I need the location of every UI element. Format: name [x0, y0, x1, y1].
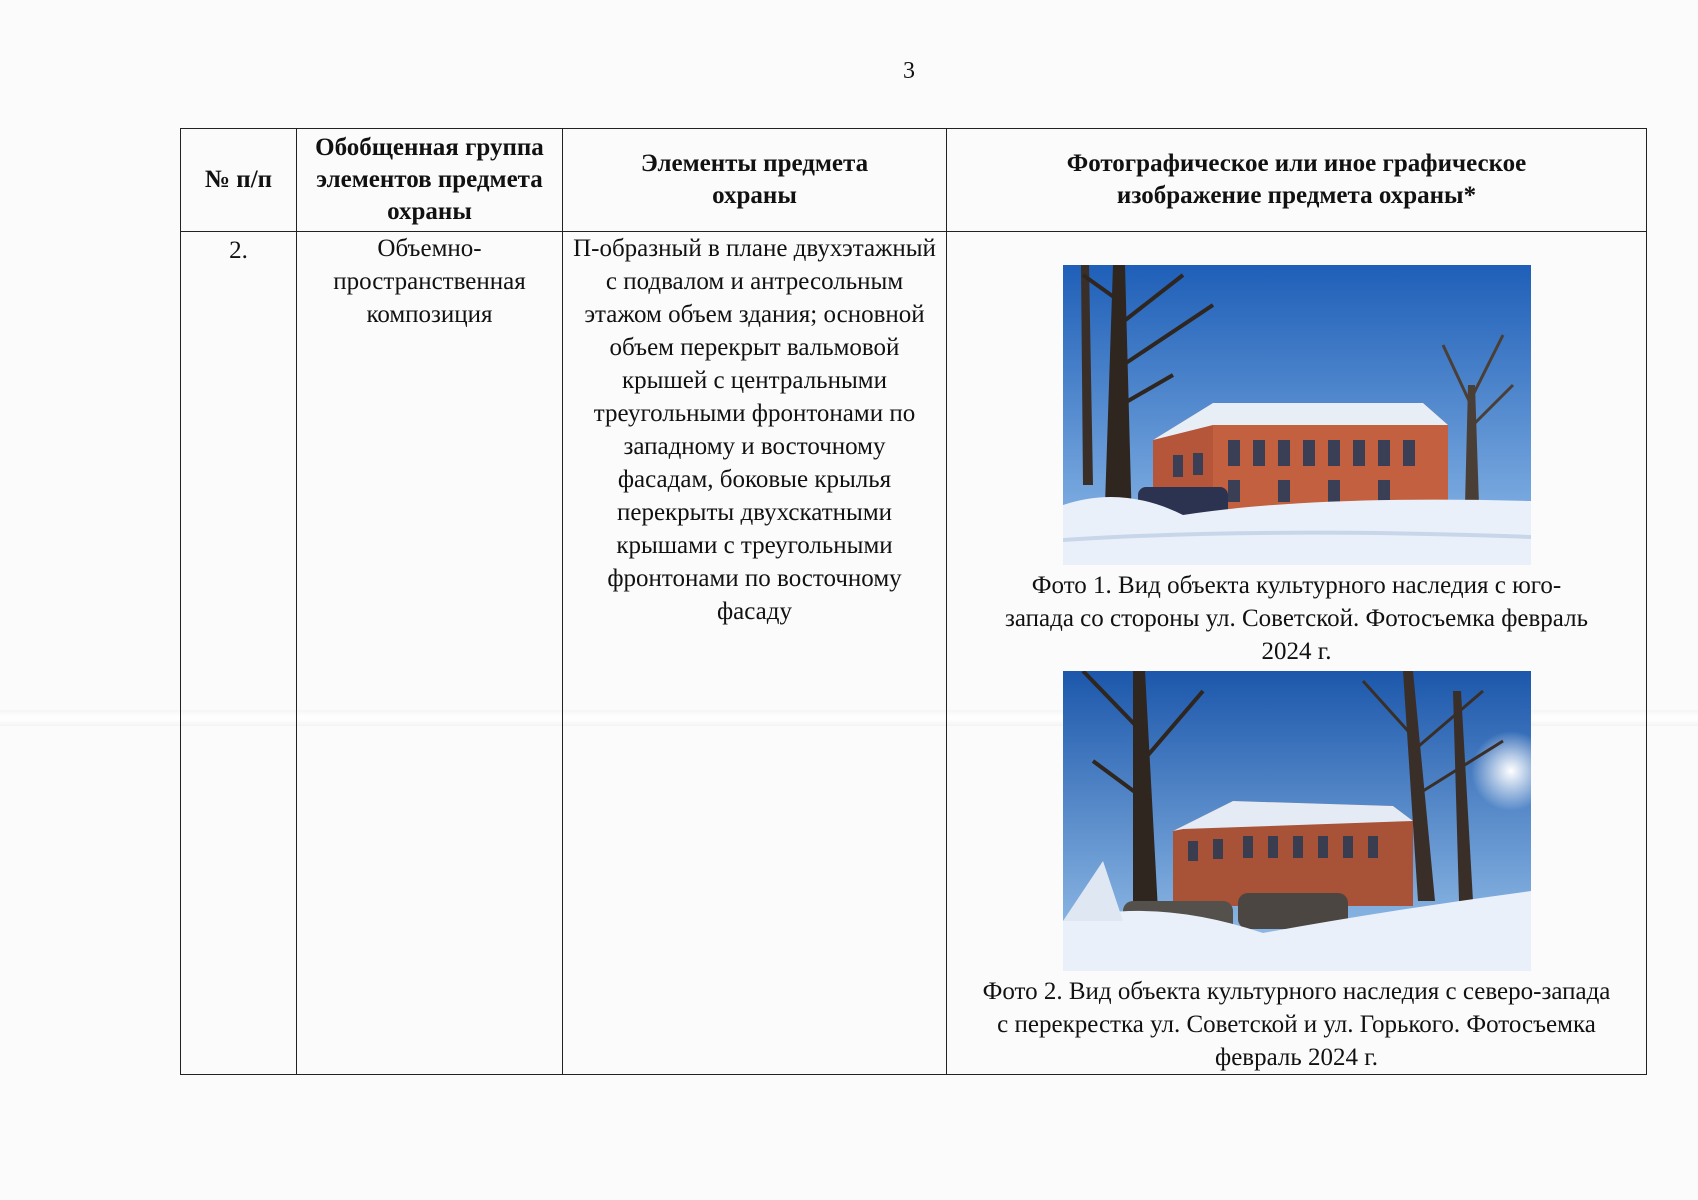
row-group-text: Объемно-пространственная композиция [333, 235, 526, 328]
row-number [181, 232, 297, 1075]
header-number: № п/п [181, 129, 297, 232]
photo-1-building-southwest [1063, 265, 1531, 565]
protection-table [180, 128, 1647, 1075]
header-group: Обобщенная группа элементов предмета охраны [297, 129, 563, 232]
table-header-row [181, 129, 1647, 232]
table-row [181, 232, 1647, 1075]
photo-2-caption: Фото 2. Вид объекта культурного наследия с северо-запада с перекрестка ул. Советской и ул. Горького. Фотосъемка февраль 2024 г. [982, 978, 1611, 1071]
photo-block-1 [953, 265, 1640, 668]
header-image: Фотографическое или иное графическое изображение предмета охраны* [947, 129, 1647, 232]
row-group [297, 232, 563, 1075]
row-number-text: 2. [229, 237, 248, 264]
header-elements: Элементы предмета охраны [563, 129, 947, 232]
row-photos [947, 232, 1647, 1075]
photo-block-2 [953, 671, 1640, 1074]
photo-1-caption: Фото 1. Вид объекта культурного наследия с юго-запада со стороны ул. Советской. Фотосъемка февраль 2024 г. [1004, 572, 1589, 665]
row-elements-text: П-образный в плане двухэтажный с подвалом и антресольным этажом объем здания; основной объем перекрыт вальмовой крышей с центральными треугольными фронтонами по западному и восточному фасадам, боковые крылья перекрыты двухскатными крышами с треугольными фронтонами по восточному фасаду [573, 235, 936, 625]
photo-2-building-northwest [1063, 671, 1531, 971]
page-number: 3 [903, 58, 915, 84]
row-elements [563, 232, 947, 1075]
